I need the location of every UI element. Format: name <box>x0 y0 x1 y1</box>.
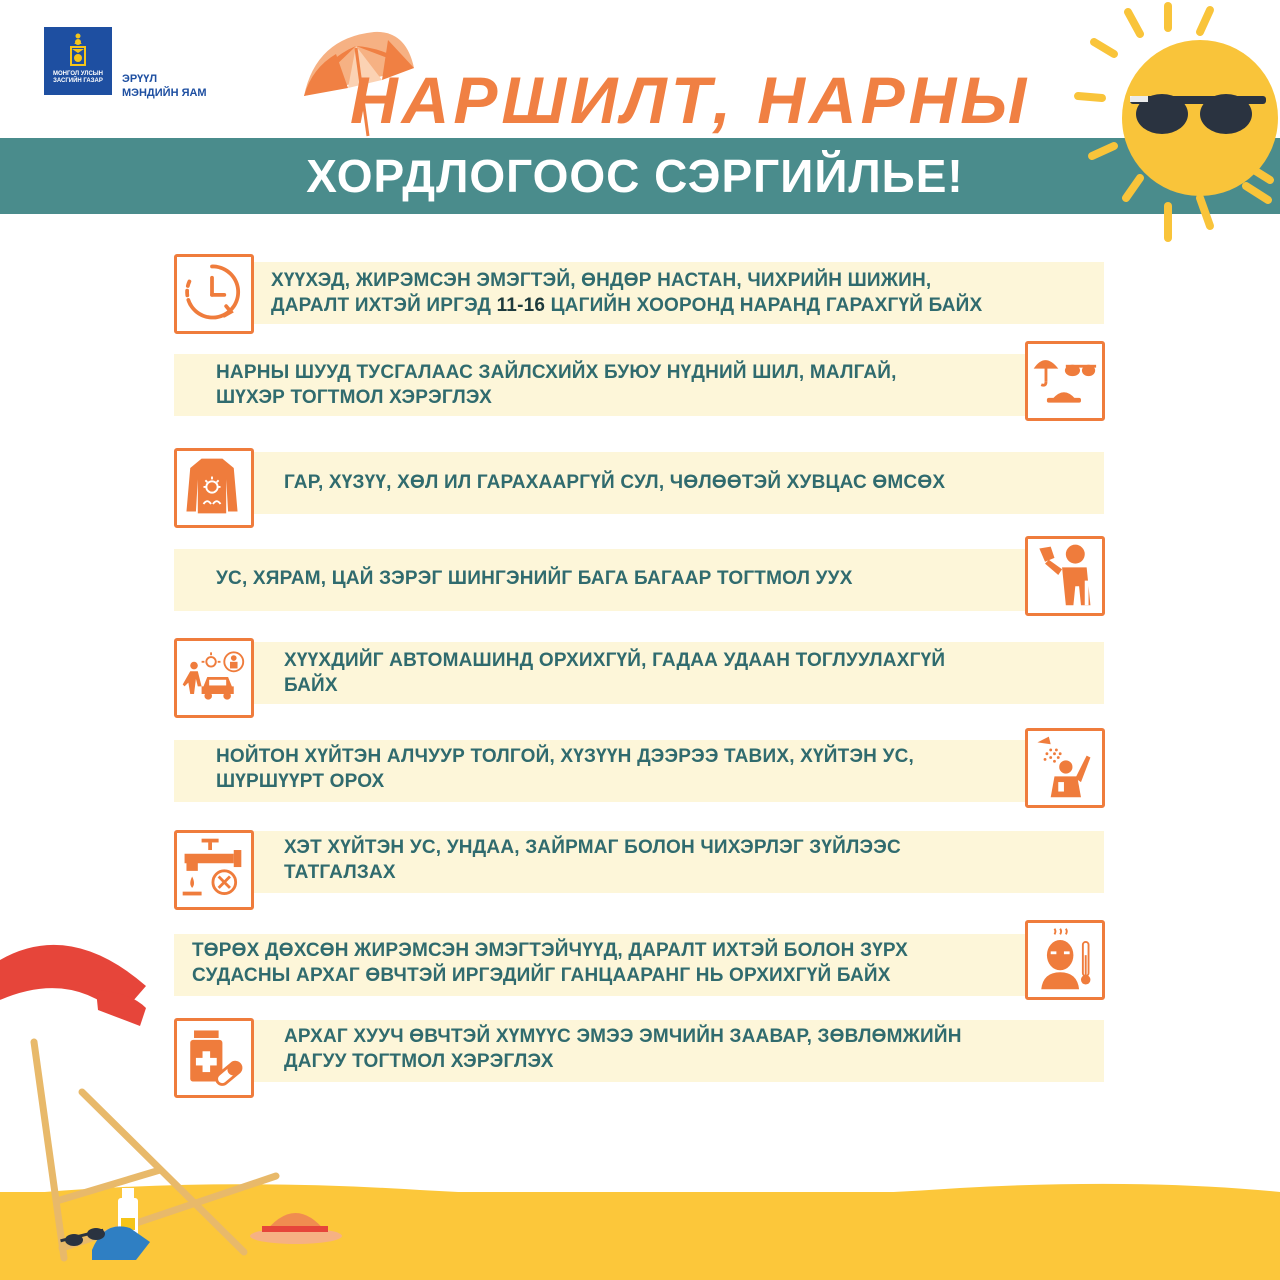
tap-cross-icon <box>177 833 247 903</box>
title-top: НАРШИЛТ, НАРНЫ <box>350 63 1031 137</box>
clock-icon <box>177 257 247 327</box>
tip-text <box>284 835 901 885</box>
tip-line-2-post: ЦАГИЙН ХООРОНД НАРАНД ГАРАХГҮЙ БАЙХ <box>545 295 983 316</box>
soyombo-icon <box>68 33 88 69</box>
tip-icon-frame <box>1025 341 1105 421</box>
tip-line-1: УС, ХЯРАМ, ЦАЙ ЗЭРЭГ ШИНГЭНИЙГ БАГА БАГААР ТОГТМОЛ УУХ <box>216 568 853 589</box>
tip-icon-frame <box>174 254 254 334</box>
tip-line-2: СУДАСНЫ АРХАГ ӨВЧТЭЙ ИРГЭДИЙГ ГАНЦААРАНГ НЬ ОРХИХГҮЙ БАЙХ <box>192 965 891 986</box>
tip-icon-frame <box>174 830 254 910</box>
tip-line-1: ХЭТ ХҮЙТЭН УС, УНДАА, ЗАЙРМАГ БОЛОН ЧИХЭРЛЭГ ЗҮЙЛЭЭС <box>284 837 901 858</box>
sun-sunglasses-icon <box>1070 0 1280 250</box>
tip-text <box>216 744 914 794</box>
logo-caption: МОНГОЛ УЛСЫН ЗАСГИЙН ГАЗАР <box>53 71 103 84</box>
government-logo <box>44 27 112 95</box>
tip-line-2: ДАГУУ ТОГТМОЛ ХЭРЭГЛЭХ <box>284 1051 554 1072</box>
tip-icon-frame <box>174 448 254 528</box>
tip-line-2 <box>271 293 982 318</box>
tip-line-1: НОЙТОН ХҮЙТЭН АЛЧУУР ТОЛГОЙ, ХҮЗҮҮН ДЭЭРЭЭ ТАВИХ, ХҮЙТЭН УС, <box>216 746 915 767</box>
person-drinking-icon <box>1028 539 1098 609</box>
tip-text <box>216 566 853 591</box>
tip-line-2: ТАТГАЛЗАХ <box>284 862 396 883</box>
child-car-icon <box>177 641 247 711</box>
tip-line-1: ХҮҮХДИЙГ АВТОМАШИНД ОРХИХГҮЙ, ГАДАА УДААН ТОГЛУУЛАХГҮЙ <box>284 650 946 671</box>
tip-line-1: ТӨРӨХ ДӨХСӨН ЖИРЭМСЭН ЭМЭГТЭЙЧҮҮД, ДАРАЛТ ИХТЭЙ БОЛОН ЗҮРХ <box>192 940 908 961</box>
tip-line-2: ШҮХЭР ТОГТМОЛ ХЭРЭГЛЭХ <box>216 387 493 408</box>
ministry-line-2: МЭНДИЙН ЯАМ <box>122 87 207 99</box>
tip-time-range: 11-16 <box>496 295 546 316</box>
tip-text <box>284 470 945 495</box>
tip-text <box>216 360 897 410</box>
tip-text <box>284 1024 962 1074</box>
loose-clothing-icon <box>177 451 247 521</box>
banner-title: ХОРДЛОГООС СЭРГИЙЛЬЕ! <box>306 150 964 202</box>
overheated-person-thermometer-icon <box>1028 923 1098 993</box>
tip-line-1: НАРНЫ ШУУД ТУСГАЛААС ЗАЙЛСХИЙХ БУЮУ НҮДНИЙ ШИЛ, МАЛГАЙ, <box>216 362 897 383</box>
umbrella-sunglasses-hat-icon <box>1028 344 1098 414</box>
tip-icon-frame <box>174 638 254 718</box>
tip-line-1: АРХАГ ХУУЧ ӨВЧТЭЙ ХҮМҮҮС ЭМЭЭ ЭМЧИЙН ЗААВАР, ЗӨВЛӨМЖИЙН <box>284 1026 962 1047</box>
tip-line-2: ШҮРШҮҮРТ ОРОХ <box>216 771 385 792</box>
tip-line-2-pre: ДАРАЛТ ИХТЭЙ ИРГЭД <box>271 295 497 316</box>
beach-chair-umbrella-illustration <box>0 930 360 1280</box>
tip-line-1: ГАР, ХҮЗҮҮ, ХӨЛ ИЛ ГАРАХААРГҮЙ СУЛ, ЧӨЛӨӨТЭЙ ХУВЦАС ӨМСӨХ <box>284 472 946 493</box>
tip-icon-frame <box>1025 536 1105 616</box>
ministry-line-1: ЭРҮҮЛ <box>122 73 158 85</box>
tip-line-2: БАЙХ <box>284 675 338 696</box>
tip-icon-frame <box>1025 728 1105 808</box>
tip-icon-frame <box>1025 920 1105 1000</box>
ministry-name <box>122 72 207 100</box>
tip-text <box>271 268 982 318</box>
tip-text <box>284 648 945 698</box>
shower-person-icon <box>1028 731 1098 801</box>
tip-line-1: ХҮҮХЭД, ЖИРЭМСЭН ЭМЭГТЭЙ, ӨНДӨР НАСТАН, ЧИХРИЙН ШИЖИН, <box>271 270 932 291</box>
